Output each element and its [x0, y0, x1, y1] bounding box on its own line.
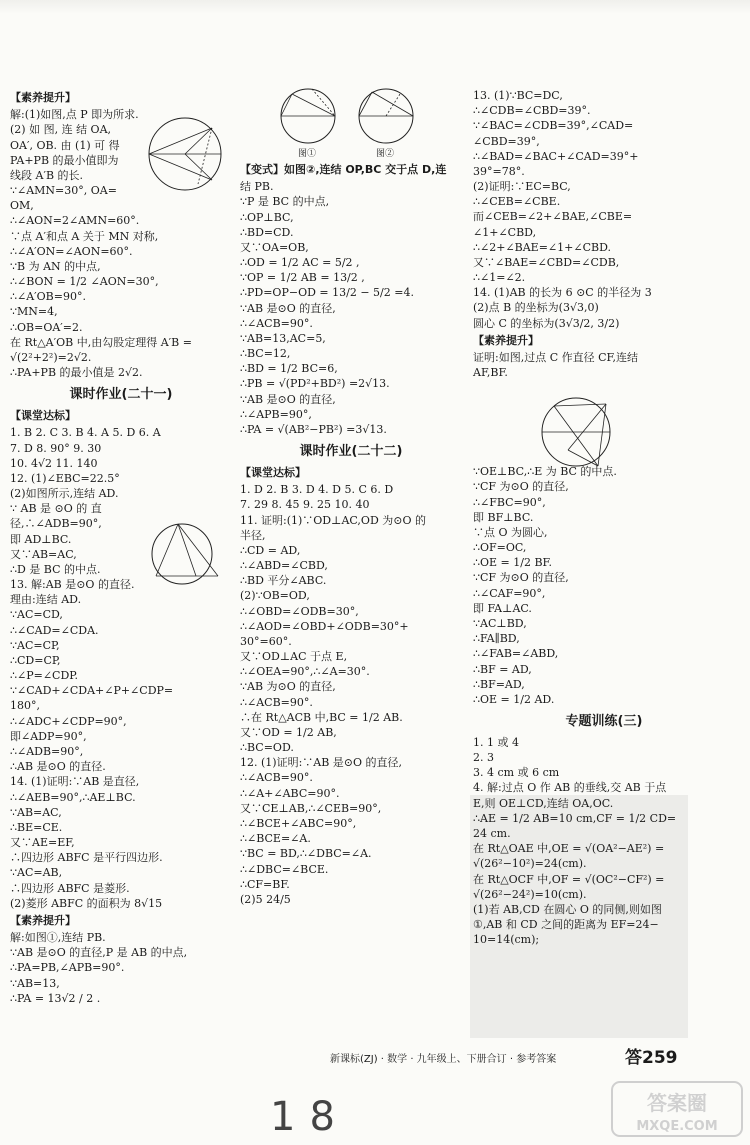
figure-caption-2: 图②	[376, 149, 395, 159]
col1-b-line: 【素养提升】	[10, 913, 76, 927]
col1-b-line: 13. 解:AB 是⊙O 的直径.	[10, 578, 135, 592]
col1-b-line: ∵AB=AC,	[10, 805, 62, 819]
col2-b-line: 12. (1)证明:∵AB 是⊙O 的直径,	[240, 756, 403, 770]
col1-b-line: 又∵AB=AC,	[10, 547, 77, 561]
col2-b-line: ∴∠OEA=90°,∴∠A=30°.	[240, 665, 370, 679]
col1-a-line: ∴OB=OA′=2.	[10, 320, 83, 334]
handwritten-number: 18	[270, 1094, 349, 1140]
col2-b-line: 又∵OD = 1/2 AB,	[240, 725, 337, 739]
col2-b-line: ∴在 Rt△ACB 中,BC = 1/2 AB.	[240, 710, 403, 724]
col3-block-b	[473, 464, 735, 707]
col3-a-line: ∵∠BAC=∠CDB=39°,∠CAD=	[473, 119, 634, 133]
col1-b-line: ∴∠ADC+∠CDP=90°,	[10, 714, 127, 728]
col3-block-a	[473, 88, 735, 380]
col1-b-line: ∴D 是 BC 的中点.	[10, 562, 101, 576]
col1-block-b	[10, 408, 232, 1006]
col3-a-line: 证明:如图,过点 C 作直径 CF,连结	[473, 350, 638, 364]
col2-b-line: ∴BC=OD.	[240, 741, 294, 755]
col2-b-line: 30°=60°.	[240, 634, 292, 648]
col2-b-line: 又∵CE⊥AB,∴∠CEB=90°,	[240, 801, 382, 815]
col1-b-line: 12. (1)∠EBC=22.5°	[10, 471, 120, 485]
col2-b-line: ∴∠OBD=∠ODB=30°,	[240, 604, 359, 618]
footer-text: 新课标(ZJ) · 数学 · 九年级上、下册合订 · 参考答案	[330, 1054, 557, 1065]
circle-figure-triangle	[148, 518, 226, 590]
col1-b-line: ∴四边形 ABFC 是菱形.	[10, 881, 130, 895]
col3-a-line: AF,BF.	[473, 366, 508, 380]
col3-c-line: 在 Rt△OAE 中,OE = √(OA²−AE²) =	[473, 842, 665, 856]
col2-b-line: 半径,	[240, 528, 266, 542]
col2-a-line: 【变式】如图②,连结 OP,BC 交于点 D,连	[240, 163, 447, 176]
col3-a-line: 39°=78°.	[473, 164, 525, 178]
column-2	[240, 160, 462, 907]
col2-b-line: ∴∠ABD=∠CBD,	[240, 559, 328, 573]
col1-b-line: ∵AB 是⊙O 的直径,P 是 AB 的中点,	[10, 946, 188, 960]
col1-b-line: 即∠ADP=90°,	[10, 729, 87, 743]
col1-a-line: ∵点 A′和点 A 关于 MN 对称,	[10, 229, 159, 243]
col1-a-line: ∴∠AON=2∠AMN=60°.	[10, 214, 140, 228]
col1-b-line: ∴CD=CP,	[10, 653, 61, 667]
col3-c-line: √(26²−24²)=10(cm).	[473, 887, 587, 901]
col1-a-line: 【素养提升】	[10, 91, 76, 104]
col3-b-line: ∵OE⊥BC,∴E 为 BC 的中点.	[473, 465, 617, 479]
col2-a-line: ∵OP = 1/2 AB = 13/2 ,	[240, 271, 365, 285]
col3-b-line: ∴OE = 1/2 BF.	[473, 556, 552, 570]
col2-a-line: ∵P 是 BC 的中点,	[240, 195, 330, 209]
col1-b-line: ∵AC=CD,	[10, 608, 63, 622]
col3-c-line: E,则 OE⊥CD,连结 OA,OC.	[473, 796, 614, 810]
col2-a-line: ∴∠APB=90°,	[240, 407, 312, 421]
col2-b-line: ∴∠AOD=∠OBD+∠ODB=30°+	[240, 619, 409, 633]
col3-b-line: ∵AC⊥BD,	[473, 616, 527, 630]
col2-b-line: ∴CF=BF.	[240, 877, 290, 891]
col3-b-line: ∴OF=OC,	[473, 541, 527, 555]
section-title-3: 专题训练(三)	[565, 714, 643, 730]
col1-b-line: 14. (1)证明:∵AB 是直径,	[10, 775, 140, 789]
col1-a-line: ∴∠A′ON=∠AON=60°.	[10, 244, 133, 258]
col1-b-line: ∴AB 是⊙O 的直径.	[10, 760, 106, 774]
col1-b-line: 180°,	[10, 699, 40, 713]
col1-b-line: ∴PA=PB,∠APB=90°.	[10, 961, 125, 975]
col3-b-line: ∴∠FBC=90°,	[473, 495, 546, 509]
col3-c-line: 2. 3	[473, 751, 494, 765]
col3-b-line: ∴FA∥BD,	[473, 632, 520, 646]
col3-c-line: √(26²−10²)=24(cm).	[473, 857, 587, 871]
col2-a-line: ∵AB 是⊙O 的直径,	[240, 301, 336, 315]
col1-b-line: 又∵AE=EF,	[10, 836, 75, 850]
col1-b-line: ∴∠ADB=90°,	[10, 744, 84, 758]
col1-b-line: ∵AC=CP,	[10, 638, 60, 652]
col1-a-line: OM,	[10, 199, 34, 213]
col2-b-line: 又∵OD⊥AC 于点 E,	[240, 650, 348, 664]
col2-b-line: ∵BC = BD,∴∠DBC=∠A.	[240, 847, 372, 861]
figure-caption-1: 图①	[298, 149, 317, 159]
col2-a-line: ∴PA = √(AB²−PB²) =3√13.	[240, 422, 387, 436]
col3-a-line: 【素养提升】	[473, 333, 539, 347]
col1-b-line: ∵ AB 是 ⊙O 的 直	[10, 502, 102, 516]
col2-a-line: ∴BD = 1/2 BC=6,	[240, 362, 338, 376]
svg-text:答案圈: 答案圈	[647, 1091, 707, 1115]
col2-a-line: ∵AB 是⊙O 的直径,	[240, 392, 336, 406]
col1-b-line: ∵∠CAD+∠CDA+∠P+∠CDP=	[10, 684, 174, 698]
col2-a-line: ∵AB=13,AC=5,	[240, 331, 326, 345]
col3-b-line: ∵CF 为⊙O 的直径,	[473, 571, 569, 585]
col2-b-line: (2)∵OB=OD,	[240, 589, 310, 603]
col2-block-b	[240, 465, 462, 907]
col2-a-line: ∴OD = 1/2 AC = 5/2 ,	[240, 256, 360, 270]
col2-b-line: ∴BD 平分∠ABC.	[240, 574, 327, 588]
col3-b-line: ∴BF = AD,	[473, 662, 532, 676]
col1-a-line: ∴∠BON = 1/2 ∠AON=30°,	[10, 275, 159, 289]
col2-a-line: ∴BD=CD.	[240, 225, 294, 239]
col2-a-line: 又∵OA=OB,	[240, 240, 309, 254]
col2-b-line: ∴∠ACB=90°.	[240, 771, 313, 785]
col1-a-line: ∵∠AMN=30°, OA=	[10, 184, 117, 198]
col2-b-line: 11. 证明:(1)∵OD⊥AC,OD 为⊙O 的	[240, 513, 426, 527]
col3-a-line: ∠CBD=39°,	[473, 134, 540, 148]
col3-b-line: ∴OE = 1/2 AD.	[473, 692, 555, 706]
col3-c-line: ①,AB 和 CD 之间的距离为 EF=24−	[473, 918, 659, 932]
col3-b-line: ∵CF 为⊙O 的直径,	[473, 480, 569, 494]
col2-b-line: ∵AB 为⊙O 的直径,	[240, 680, 336, 694]
col3-c-line: ∴AE = 1/2 AB=10 cm,CF = 1/2 CD=	[473, 811, 677, 825]
col3-b-line: ∵点 O 为圆心,	[473, 525, 548, 539]
col3-a-line: (2)点 B 的坐标为(3√3,0)	[473, 301, 599, 315]
col3-a-line: ∴∠CDB=∠CBD=39°.	[473, 104, 591, 118]
col1-a-line: 线段 A′B 的长.	[10, 168, 84, 182]
col3-a-line: ∴∠2+∠BAE=∠1+∠CBD.	[473, 240, 611, 254]
col3-a-line: 14. (1)AB 的长为 6 ⊙C 的半径为 3	[473, 286, 652, 300]
col1-b-line: ∴∠AEB=90°,∴AE⊥BC.	[10, 790, 136, 804]
col2-b-line: (2)5 24/5	[240, 892, 291, 906]
col3-a-line: ∴∠1=∠2.	[473, 271, 526, 285]
col1-b-line: 即 AD⊥BC.	[10, 532, 72, 546]
col1-a-line: 解:(1)如图,点 P 即为所求.	[10, 108, 139, 122]
col1-a-line: ∴PA+PB 的最小值是 2√2.	[10, 366, 143, 380]
col2-b-line: ∴CD = AD,	[240, 543, 301, 557]
col3-c-line: 3. 4 cm 或 6 cm	[473, 766, 560, 780]
svg-text:MXQE.COM: MXQE.COM	[636, 1119, 718, 1134]
col3-a-line: 13. (1)∵BC=DC,	[473, 89, 563, 102]
col1-b-line: ∴四边形 ABFC 是平行四边形.	[10, 851, 163, 865]
col2-b-line: 1. D 2. B 3. D 4. D 5. C 6. D	[240, 483, 394, 497]
col1-b-line: (2)如图所示,连结 AD.	[10, 487, 119, 501]
col1-a-line: 在 Rt△A′OB 中,由勾股定理得 A′B =	[10, 335, 192, 349]
col2-b-line: ∴∠DBC=∠BCE.	[240, 862, 329, 876]
page-number: 答259	[625, 1048, 678, 1068]
col1-b-line: 径,∴∠ADB=90°,	[10, 517, 102, 531]
circle-figure-cf	[536, 392, 620, 474]
col1-b-line: ∴BE=CE.	[10, 820, 63, 834]
circle-figure-1	[272, 84, 344, 146]
col2-b-line: ∴∠BCE=∠A.	[240, 832, 311, 846]
col3-a-line: 而∠CEB=∠2+∠BAE,∠CBE=	[473, 210, 633, 224]
col2-b-line: 【课堂达标】	[240, 466, 306, 480]
col3-c-line: 1. 1 或 4	[473, 735, 519, 749]
col3-a-line: ∠1+∠CBD,	[473, 225, 537, 239]
col2-a-line: ∴OP⊥BC,	[240, 210, 294, 224]
col3-c-line: 4. 解:过点 O 作 AB 的垂线,交 AB 于点	[473, 781, 667, 795]
col3-c-line: 10=14(cm);	[473, 933, 540, 947]
top-edge	[0, 0, 750, 14]
circle-figure-2	[350, 84, 422, 146]
col3-b-line: ∴∠FAB=∠ABD,	[473, 647, 559, 661]
col3-c-line: 在 Rt△OCF 中,OF = √(OC²−CF²) =	[473, 872, 665, 886]
col3-c-line: (1)若 AB,CD 在圆心 O 的同侧,则如图	[473, 902, 662, 916]
col1-b-line: ∵AC=AB,	[10, 866, 63, 880]
section-title-22: 课时作业(二十二)	[299, 444, 403, 460]
col1-b-line: ∴∠P=∠CDP.	[10, 669, 78, 683]
col1-a-line: OA′, OB. 由 (1) 可 得	[10, 138, 120, 152]
col2-b-line: ∴∠ACB=90°.	[240, 695, 313, 709]
col1-a-line: ∵B 为 AN 的中点,	[10, 259, 101, 273]
col1-a-line: ∴∠A′OB=90°.	[10, 290, 86, 304]
col2-b-line: 7. 29 8. 45 9. 25 10. 40	[240, 498, 370, 512]
col3-a-line: 又∵∠BAE=∠CBD=∠CDB,	[473, 255, 620, 269]
col2-block-a	[240, 162, 462, 437]
col3-c-line: 24 cm.	[473, 826, 511, 840]
col3-block-c	[473, 735, 735, 947]
column-3	[473, 88, 735, 947]
col1-b-line: ∴PA = 13√2 / 2 .	[10, 991, 101, 1005]
circle-figure-mn	[140, 112, 230, 196]
col3-b-line: 即 FA⊥AC.	[473, 601, 532, 615]
col3-a-line: ∴∠BAD=∠BAC+∠CAD=39°+	[473, 149, 639, 163]
watermark-logo	[610, 1080, 745, 1138]
col3-a-line: (2)证明:∵EC=BC,	[473, 180, 571, 194]
col1-a-line: (2) 如 图, 连 结 OA,	[10, 123, 112, 137]
col2-a-line: ∴∠ACB=90°.	[240, 316, 313, 330]
col1-a-line: √(2²+2²)=2√2.	[10, 350, 92, 364]
col1-b-line: 10. 4√2 11. 140	[10, 456, 98, 470]
col1-b-line: 1. B 2. C 3. B 4. A 5. D 6. A	[10, 426, 161, 440]
col1-b-line: ∵AB=13,	[10, 976, 60, 990]
col3-b-line: ∴BF=AD,	[473, 677, 525, 691]
col2-b-line: ∴∠A+∠ABC=90°.	[240, 786, 340, 800]
col1-a-line: PA+PB 的最小值即为	[10, 153, 119, 167]
section-title-21: 课时作业(二十一)	[69, 387, 173, 403]
col3-b-line: ∴∠CAF=90°,	[473, 586, 546, 600]
col1-b-line: ∴∠CAD=∠CDA.	[10, 623, 99, 637]
col1-a-line: ∵MN=4,	[10, 305, 58, 319]
col2-a-line: ∴PB = √(PD²+BD²) =2√13.	[240, 377, 390, 391]
col1-b-line: 解:如图①,连结 PB.	[10, 931, 106, 945]
col3-b-line: 即 BF⊥BC.	[473, 510, 534, 524]
col3-a-line: ∴∠CEB=∠CBE.	[473, 195, 561, 209]
col3-a-line: 圆心 C 的坐标为(3√3/2, 3/2)	[473, 316, 620, 330]
col2-a-line: 结 PB.	[240, 180, 274, 194]
col2-a-line: ∴BC=12,	[240, 347, 291, 361]
col2-b-line: ∴∠BCE+∠ABC=90°,	[240, 816, 357, 830]
col1-b-line: 【课堂达标】	[10, 409, 76, 423]
col1-b-line: 理由:连结 AD.	[10, 593, 82, 607]
col1-b-line: 7. D 8. 90° 9. 30	[10, 441, 102, 455]
col2-a-line: ∴PD=OP−OD = 13/2 − 5/2 =4.	[240, 286, 414, 300]
col1-b-line: (2)菱形 ABFC 的面积为 8√15	[10, 896, 163, 910]
